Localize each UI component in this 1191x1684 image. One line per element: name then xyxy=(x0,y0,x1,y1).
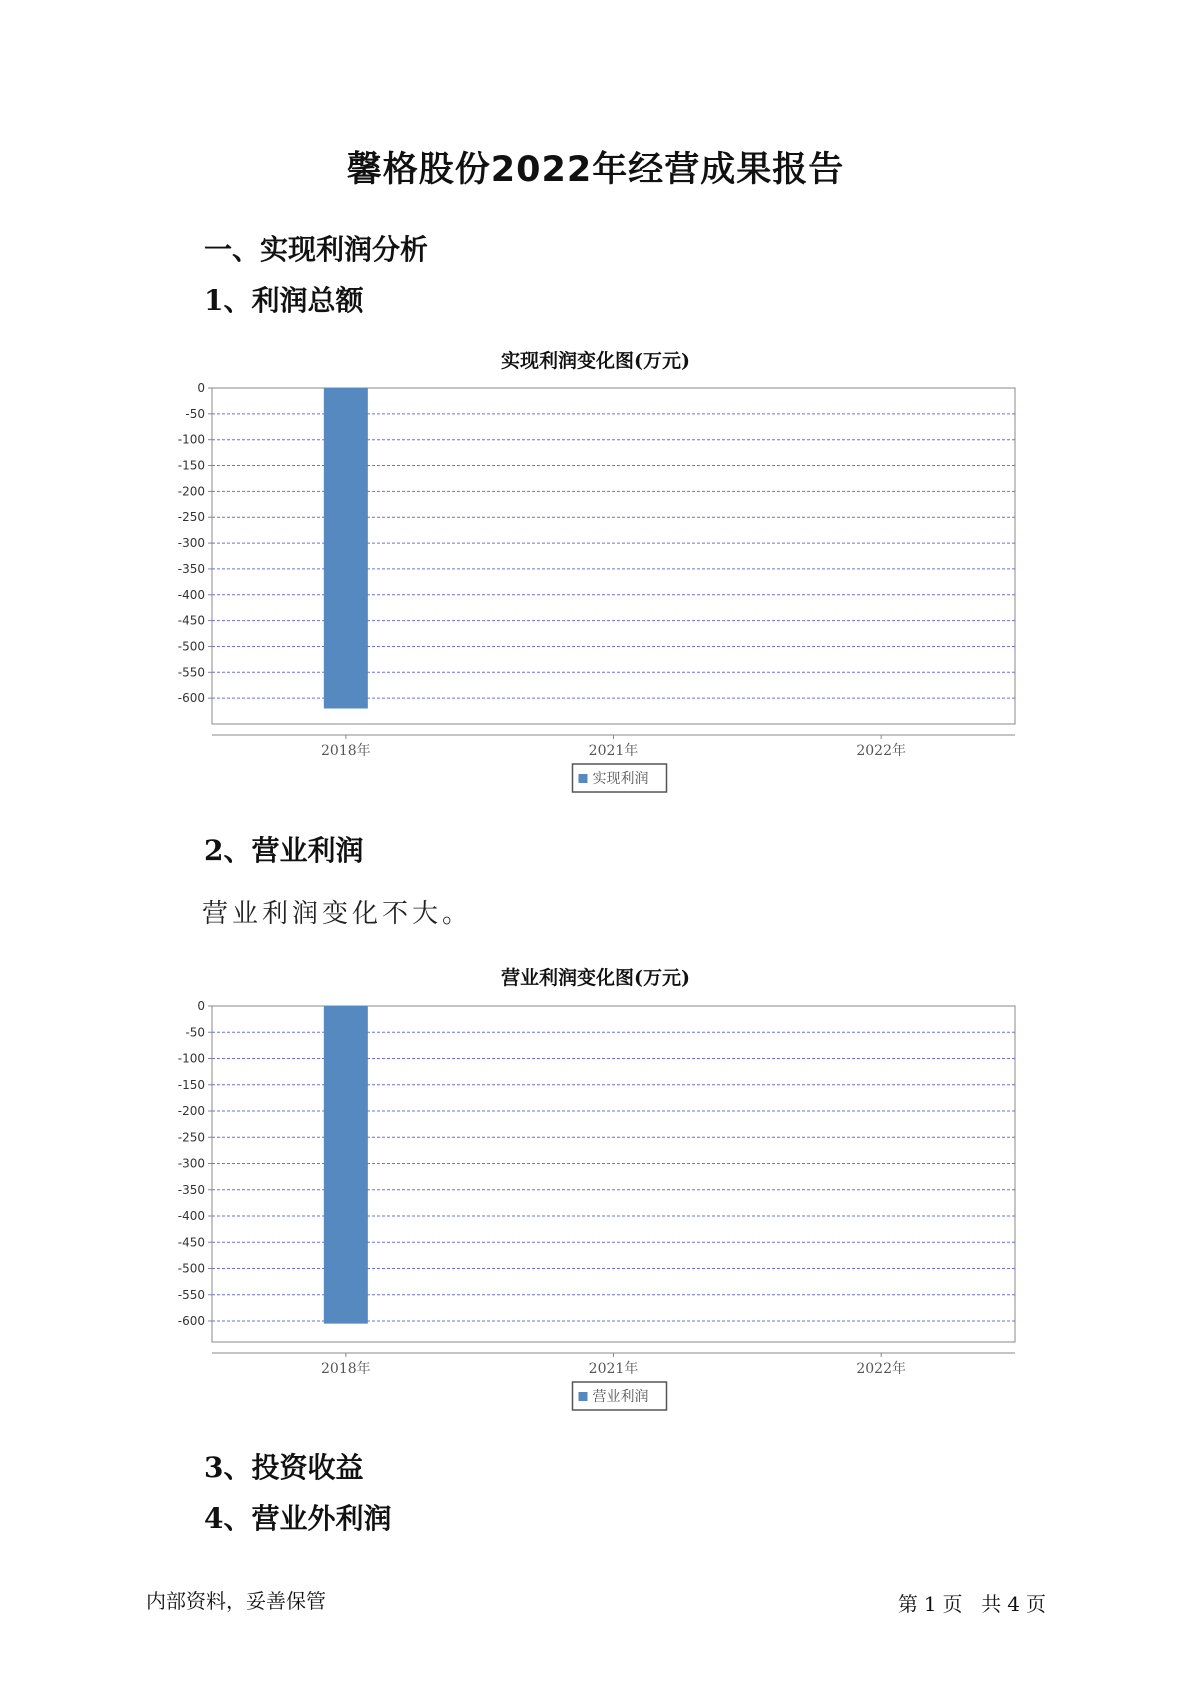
y-tick-label: -100 xyxy=(177,432,205,447)
chart-2 xyxy=(150,988,1030,1418)
y-tick-label: -250 xyxy=(177,510,205,525)
page-label-suffix: 页 xyxy=(1026,1592,1046,1616)
page-label-total: 共 xyxy=(981,1592,1002,1616)
x-tick-label: 2018年 xyxy=(321,1361,371,1377)
y-tick-label: -600 xyxy=(177,1314,205,1328)
page-label-mid: 页 xyxy=(942,1592,963,1616)
y-tick-label: -350 xyxy=(177,1182,205,1197)
y-tick-label: -250 xyxy=(177,1130,205,1145)
chart-2-title: 营业利润变化图(万元) xyxy=(501,967,690,989)
x-tick-label: 2018年 xyxy=(321,743,371,759)
x-tick-label: 2022年 xyxy=(856,743,906,759)
footer-confidential-note: 内部资料，妥善保管 xyxy=(146,1589,326,1613)
y-tick-label: -200 xyxy=(177,484,205,499)
bar xyxy=(324,388,368,708)
chart-1 xyxy=(150,370,1030,800)
legend-swatch xyxy=(579,1392,588,1401)
chart-1-title: 实现利润变化图(万元) xyxy=(501,350,690,372)
y-tick-label: -150 xyxy=(177,458,205,473)
chart-1-svg xyxy=(150,370,1030,800)
y-tick-label: -500 xyxy=(177,1261,205,1276)
y-tick-label: -100 xyxy=(177,1051,205,1066)
y-tick-label: -550 xyxy=(177,665,205,680)
y-tick-label: -450 xyxy=(177,613,205,628)
y-tick-label: -200 xyxy=(177,1104,205,1118)
section-heading-profit-analysis: 一、实现利润分析 xyxy=(204,233,429,266)
legend-label: 实现利润 xyxy=(592,771,649,787)
y-tick-label: -550 xyxy=(177,1287,205,1302)
chart-2-svg xyxy=(150,988,1030,1418)
section-heading-investment-income: 3、投资收益 xyxy=(204,1451,364,1484)
x-tick-label: 2022年 xyxy=(856,1361,906,1377)
section-heading-total-profit: 1、利润总额 xyxy=(204,284,364,317)
page-label-prefix: 第 xyxy=(897,1592,918,1616)
page-current: 1 xyxy=(923,1592,937,1616)
y-tick-label: 0 xyxy=(197,381,205,395)
legend-label: 营业利润 xyxy=(592,1389,649,1405)
y-tick-label: -300 xyxy=(177,536,205,551)
y-tick-label: 0 xyxy=(197,999,205,1013)
y-tick-label: -300 xyxy=(177,1156,205,1171)
x-tick-label: 2021年 xyxy=(588,1361,639,1377)
y-tick-label: -400 xyxy=(177,1209,205,1223)
legend-swatch xyxy=(579,774,588,783)
footer-page-number xyxy=(895,1588,1049,1617)
section-heading-operating-profit: 2、营业利润 xyxy=(204,834,364,867)
y-tick-label: -350 xyxy=(177,561,205,576)
y-tick-label: -150 xyxy=(177,1077,205,1092)
operating-profit-description: 营业利润变化不大。 xyxy=(202,899,473,929)
section-heading-non-operating-profit: 4、营业外利润 xyxy=(204,1502,392,1535)
bar xyxy=(324,1006,368,1324)
x-tick-label: 2021年 xyxy=(588,743,639,759)
y-tick-label: -600 xyxy=(177,691,205,706)
y-tick-label: -400 xyxy=(177,587,205,602)
page-total: 4 xyxy=(1007,1592,1020,1616)
y-tick-label: -500 xyxy=(177,639,205,654)
y-tick-label: -50 xyxy=(185,1025,205,1040)
document-title: 馨格股份2022年经营成果报告 xyxy=(346,150,845,190)
y-tick-label: -50 xyxy=(185,406,205,421)
y-tick-label: -450 xyxy=(177,1235,205,1250)
